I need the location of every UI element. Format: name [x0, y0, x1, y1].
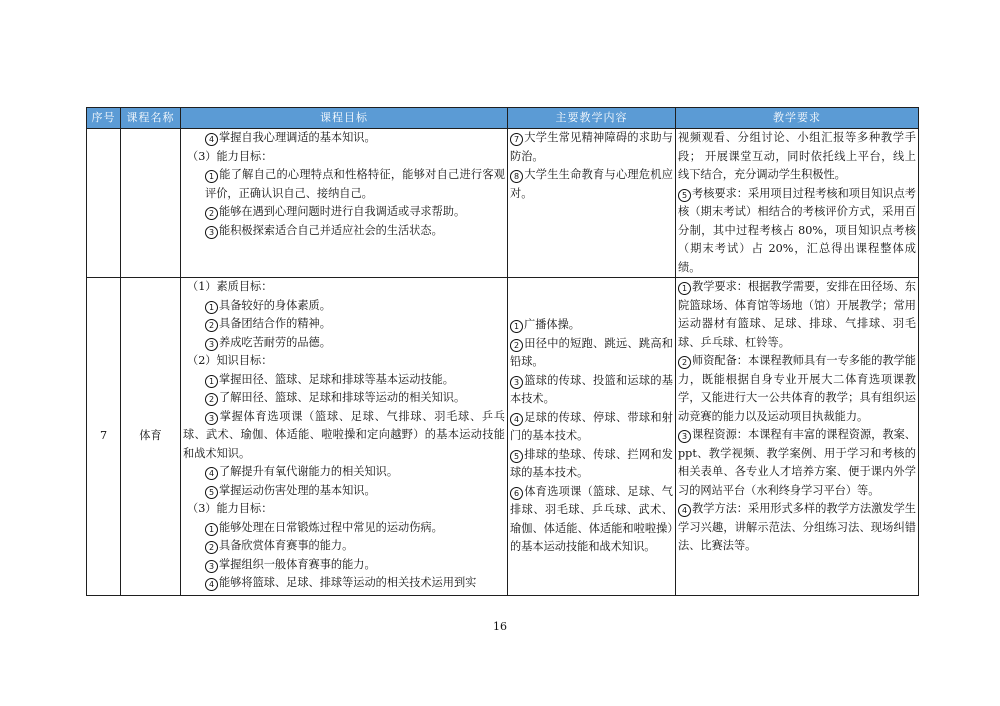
list-item-text: 能积极探索适合自己并适应社会的生活状态。 — [219, 223, 443, 237]
circled-number-icon: 1 — [205, 523, 218, 536]
list-item-text: 视频观看、分组讨论、小组汇报等多种教学手段； 开展课堂互动，同时依托线上平台，线上线下结合，充分调动学生积极性。 — [678, 131, 916, 181]
list-item-text: 师资配备：本课程教师具有一专多能的教学能力，既能根据自身专业开展大二体育选项课教学，又能进行大一公共体育的教学；具有组织运动竞赛的能力以及运动项目执裁能力。 — [678, 354, 916, 423]
list-item — [678, 278, 916, 352]
list-item-text: 养成吃苦耐劳的品德。 — [219, 335, 331, 349]
circled-number-icon: 3 — [510, 376, 523, 389]
circled-number-icon: 2 — [205, 541, 218, 554]
list-item-text: 了解田径、篮球、足球和排球等运动的相关知识。 — [219, 391, 466, 404]
circled-number-icon: 2 — [510, 339, 523, 352]
circled-number-icon: 4 — [205, 467, 218, 480]
list-item-text: 教学方法：采用形式多样的教学方法激发学生学习兴趣，讲解示范法、分组练习法、现场纠错法、比赛法等。 — [678, 502, 916, 552]
list-item-text: （3）能力目标： — [187, 502, 273, 515]
list-item — [510, 335, 673, 372]
row-requirements — [676, 129, 919, 278]
table-row — [87, 129, 919, 278]
list-item — [183, 537, 505, 556]
circled-number-icon: 4 — [510, 413, 523, 426]
header-main-content: 主要教学内容 — [508, 108, 676, 129]
page-number: 16 — [493, 620, 507, 633]
row-course-name — [121, 129, 181, 278]
circled-number-icon: 7 — [510, 133, 523, 146]
list-item-text: 具备欣赏体育赛事的能力。 — [219, 539, 354, 552]
list-item — [678, 185, 916, 278]
list-item — [510, 129, 673, 166]
circled-number-icon: 5 — [678, 189, 691, 202]
list-item — [510, 372, 673, 409]
list-item-text: 能够将篮球、足球、排球等运动的相关技术运用到实 — [219, 576, 477, 589]
list-item — [183, 297, 505, 316]
list-item — [510, 166, 673, 203]
circled-number-icon: 5 — [205, 486, 218, 499]
circled-number-icon: 4 — [205, 133, 218, 146]
course-table — [86, 107, 919, 596]
table-header-row — [87, 108, 919, 129]
list-item — [678, 500, 916, 556]
list-item-text: 能够在遇到心理问题时进行自我调适或寻求帮助。 — [219, 205, 466, 218]
list-item — [510, 409, 673, 446]
list-item-text: 掌握自我心理调适的基本知识。 — [219, 131, 376, 144]
list-item — [183, 519, 505, 538]
circled-number-icon: 1 — [205, 170, 218, 183]
list-item-text: （3）能力目标： — [187, 149, 273, 163]
header-course-name: 课程名称 — [121, 108, 181, 129]
list-item-text: 课程资源：本课程有丰富的课程资源，教案、ppt、教学视频、教学案例、用于学习和考核的相关表单、各专业人才培养方案、便于课内外学习的网站平台（水利终身学习平台）等。 — [678, 428, 916, 497]
row-content — [508, 129, 676, 278]
row-requirements — [676, 278, 919, 596]
list-item-text: 教学要求：根据教学需要，安排在田径场、东院篮球场、体育馆等场地（馆）开展教学；常用运动器材有篮球、足球、排球、气排球、羽毛球、乒乓球、杠铃等。 — [678, 280, 916, 349]
list-item — [183, 222, 505, 241]
list-item — [678, 352, 916, 426]
list-item — [183, 129, 505, 148]
list-item — [183, 371, 505, 390]
table-row — [87, 278, 919, 596]
list-item — [183, 574, 505, 593]
circled-number-icon: 3 — [205, 338, 218, 351]
list-item-text: 具备较好的身体素质。 — [219, 298, 331, 312]
circled-number-icon: 1 — [678, 282, 691, 295]
row-course-name: 体育 — [121, 278, 181, 596]
list-item-text: 掌握运动伤害处理的基本知识。 — [219, 483, 376, 497]
list-item — [678, 426, 916, 500]
list-item — [183, 482, 505, 501]
list-item — [183, 166, 505, 203]
list-item — [183, 334, 505, 353]
header-teaching-requirements: 教学要求 — [676, 108, 919, 129]
header-index: 序号 — [87, 108, 121, 129]
list-item-text: 能了解自己的心理特点和性格特征，能够对自己进行客观评价，正确认识自己、接纳自己。 — [205, 168, 505, 200]
list-item — [183, 500, 505, 519]
list-item-text: 篮球的传球、投篮和运球的基本技术。 — [510, 373, 673, 406]
circled-number-icon: 6 — [510, 487, 523, 500]
list-item-text: 体育选项课（篮球、足球、气排球、羽毛球、乒乓球、武术、瑜伽、体适能、体适能和啦啦操）的基本运动技能和战术知识。 — [510, 484, 673, 554]
list-item-text: 了解提升有氧代谢能力的相关知识。 — [219, 465, 399, 478]
list-item-text: 掌握体育选项课（篮球、足球、气排球、羽毛球、乒乓球、武术、瑜伽、体适能、啦啦操和定向越野）的基本运动技能和战术知识。 — [183, 409, 505, 460]
list-item — [183, 556, 505, 575]
circled-number-icon: 3 — [205, 560, 218, 573]
row-index — [87, 129, 121, 278]
list-item — [183, 389, 505, 408]
circled-number-icon: 2 — [205, 207, 218, 220]
list-item — [510, 483, 673, 557]
list-item-text: 掌握组织一般体育赛事的能力。 — [219, 557, 376, 571]
circled-number-icon: 2 — [678, 356, 691, 369]
list-item-text: （1）素质目标： — [187, 280, 273, 293]
circled-number-icon: 4 — [678, 504, 691, 517]
row-index: 7 — [87, 278, 121, 596]
list-item — [183, 352, 505, 371]
list-item-text: 能够处理在日常锻炼过程中常见的运动伤病。 — [219, 520, 443, 534]
list-item — [183, 148, 505, 167]
list-item — [510, 446, 673, 483]
list-item-text: 掌握田径、篮球、足球和排球等基本运动技能。 — [219, 372, 454, 386]
row-content — [508, 278, 676, 596]
circled-number-icon: 3 — [205, 226, 218, 239]
header-course-goals: 课程目标 — [181, 108, 508, 129]
list-item-text: 大学生生命教育与心理危机应对。 — [510, 168, 673, 200]
circled-number-icon: 3 — [205, 412, 218, 425]
list-item-text: 大学生常见精神障碍的求助与防治。 — [510, 131, 673, 163]
list-item-text: 具备团结合作的精神。 — [219, 317, 331, 330]
list-item-text: 考核要求：采用项目过程考核和项目知识点考核（期末考试）相结合的考核评价方式，采用百分制，其中过程考核占 80%，项目知识点考核（期末考试）占 20%，汇总得出课程整体成绩。 — [678, 186, 916, 274]
list-item — [678, 129, 916, 185]
list-item-text: （2）知识目标： — [187, 354, 273, 367]
list-item — [183, 463, 505, 482]
circled-number-icon: 4 — [205, 578, 218, 591]
list-item-text: 足球的传球、停球、带球和射门的基本技术。 — [510, 410, 673, 443]
list-item — [183, 315, 505, 334]
list-item — [183, 408, 505, 464]
circled-number-icon: 1 — [205, 375, 218, 388]
circled-number-icon: 2 — [205, 319, 218, 332]
circled-number-icon: 1 — [205, 301, 218, 314]
circled-number-icon: 8 — [510, 170, 523, 183]
list-item — [183, 278, 505, 297]
list-item — [510, 316, 673, 335]
list-item-text: 排球的垫球、传球、拦网和发球的基本技术。 — [510, 447, 673, 480]
circled-number-icon: 5 — [510, 450, 523, 463]
row-goals — [181, 278, 508, 596]
circled-number-icon: 3 — [678, 430, 691, 443]
circled-number-icon: 2 — [205, 393, 218, 406]
circled-number-icon: 1 — [510, 320, 523, 333]
list-item-text: 田径中的短跑、跳远、跳高和铅球。 — [510, 336, 673, 369]
list-item — [183, 203, 505, 222]
row-goals — [181, 129, 508, 278]
list-item-text: 广播体操。 — [524, 318, 580, 332]
